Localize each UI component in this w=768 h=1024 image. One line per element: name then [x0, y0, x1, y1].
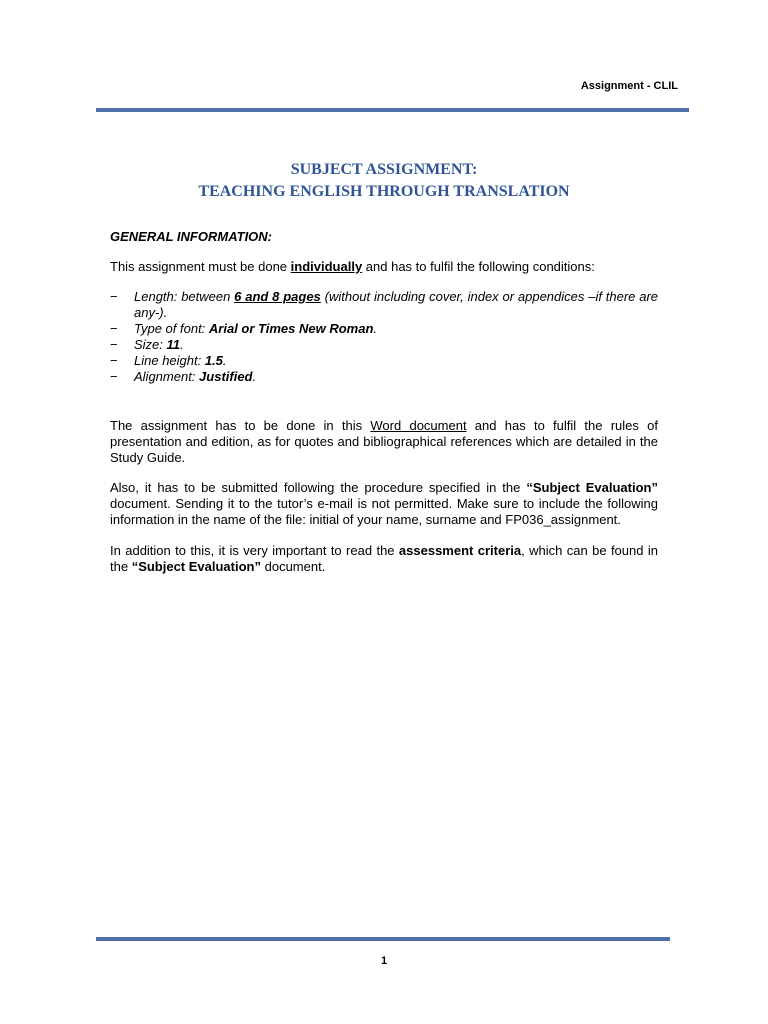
list-item	[110, 289, 658, 321]
condition-suffix: .	[373, 321, 378, 336]
condition-suffix: .	[180, 337, 184, 352]
condition-label: Size:	[134, 337, 167, 352]
intro-paragraph	[110, 259, 658, 275]
dash-bullet: −	[110, 353, 118, 368]
dash-bullet: −	[110, 289, 118, 304]
condition-label: Length: between	[134, 289, 235, 304]
list-item	[110, 369, 658, 385]
condition-suffix: .	[252, 369, 257, 384]
word-document-reference: Word document	[370, 418, 467, 433]
assessment-criteria-text: assessment criteria	[398, 543, 522, 558]
condition-label: Alignment:	[134, 369, 200, 384]
condition-value: 6 and 8 pages	[234, 289, 321, 304]
header-rule	[96, 108, 689, 112]
list-item	[110, 353, 658, 369]
condition-value: 11	[166, 337, 181, 352]
paragraph2-after: document. Sending it to the tutor’s e-mail is not permitted. Make sure to include the following information in the name of the file: initial of your name, surname and FP036_assignment.	[110, 496, 658, 527]
condition-value: 1.5	[204, 353, 223, 368]
condition-value: Arial or Times New Roman	[208, 321, 374, 336]
dash-bullet: −	[110, 337, 118, 352]
condition-suffix: .	[222, 353, 227, 368]
assessment-paragraph	[110, 543, 658, 575]
section-heading: GENERAL INFORMATION:	[110, 229, 273, 244]
paragraph2-before: Also, it has to be submitted following the procedure specified in the	[110, 480, 527, 495]
list-item	[110, 321, 658, 337]
title-line-2: TEACHING ENGLISH THROUGH TRANSLATION	[198, 183, 570, 200]
title-line-1: SUBJECT ASSIGNMENT:	[290, 161, 478, 178]
submission-paragraph	[110, 480, 658, 528]
paragraph3-after: document.	[261, 559, 326, 574]
condition-label: Line height:	[134, 353, 205, 368]
intro-text-after: and has to fulfil the following conditions:	[362, 259, 595, 274]
condition-suffix: (without including cover, index or appendices –if there are any-).	[134, 289, 659, 320]
subject-evaluation-reference: “Subject Evaluation”	[131, 559, 261, 574]
dash-bullet: −	[110, 369, 118, 384]
dash-bullet: −	[110, 321, 118, 336]
list-item	[110, 337, 658, 353]
presentation-paragraph	[110, 418, 658, 466]
condition-value: Justified	[199, 369, 253, 384]
paragraph3-before: In addition to this, it is very important to read the	[110, 543, 399, 558]
paragraph3-middle: , which can be found in the	[110, 543, 658, 574]
conditions-list	[110, 289, 658, 385]
paragraph1-after: and has to fulfil the rules of presentation and edition, as for quotes and bibliographical references which are detailed in the Study Guide.	[110, 418, 658, 465]
header-label: Assignment - CLIL	[580, 80, 678, 92]
footer-rule	[96, 937, 670, 941]
paragraph1-before: The assignment has to be done in this	[110, 418, 371, 433]
condition-label: Type of font:	[134, 321, 209, 336]
page-number: 1	[380, 955, 388, 967]
intro-emphasis: individually	[290, 259, 363, 274]
subject-evaluation-reference: “Subject Evaluation”	[526, 480, 658, 495]
document-body	[110, 229, 658, 575]
intro-text-before: This assignment must be done	[110, 259, 291, 274]
